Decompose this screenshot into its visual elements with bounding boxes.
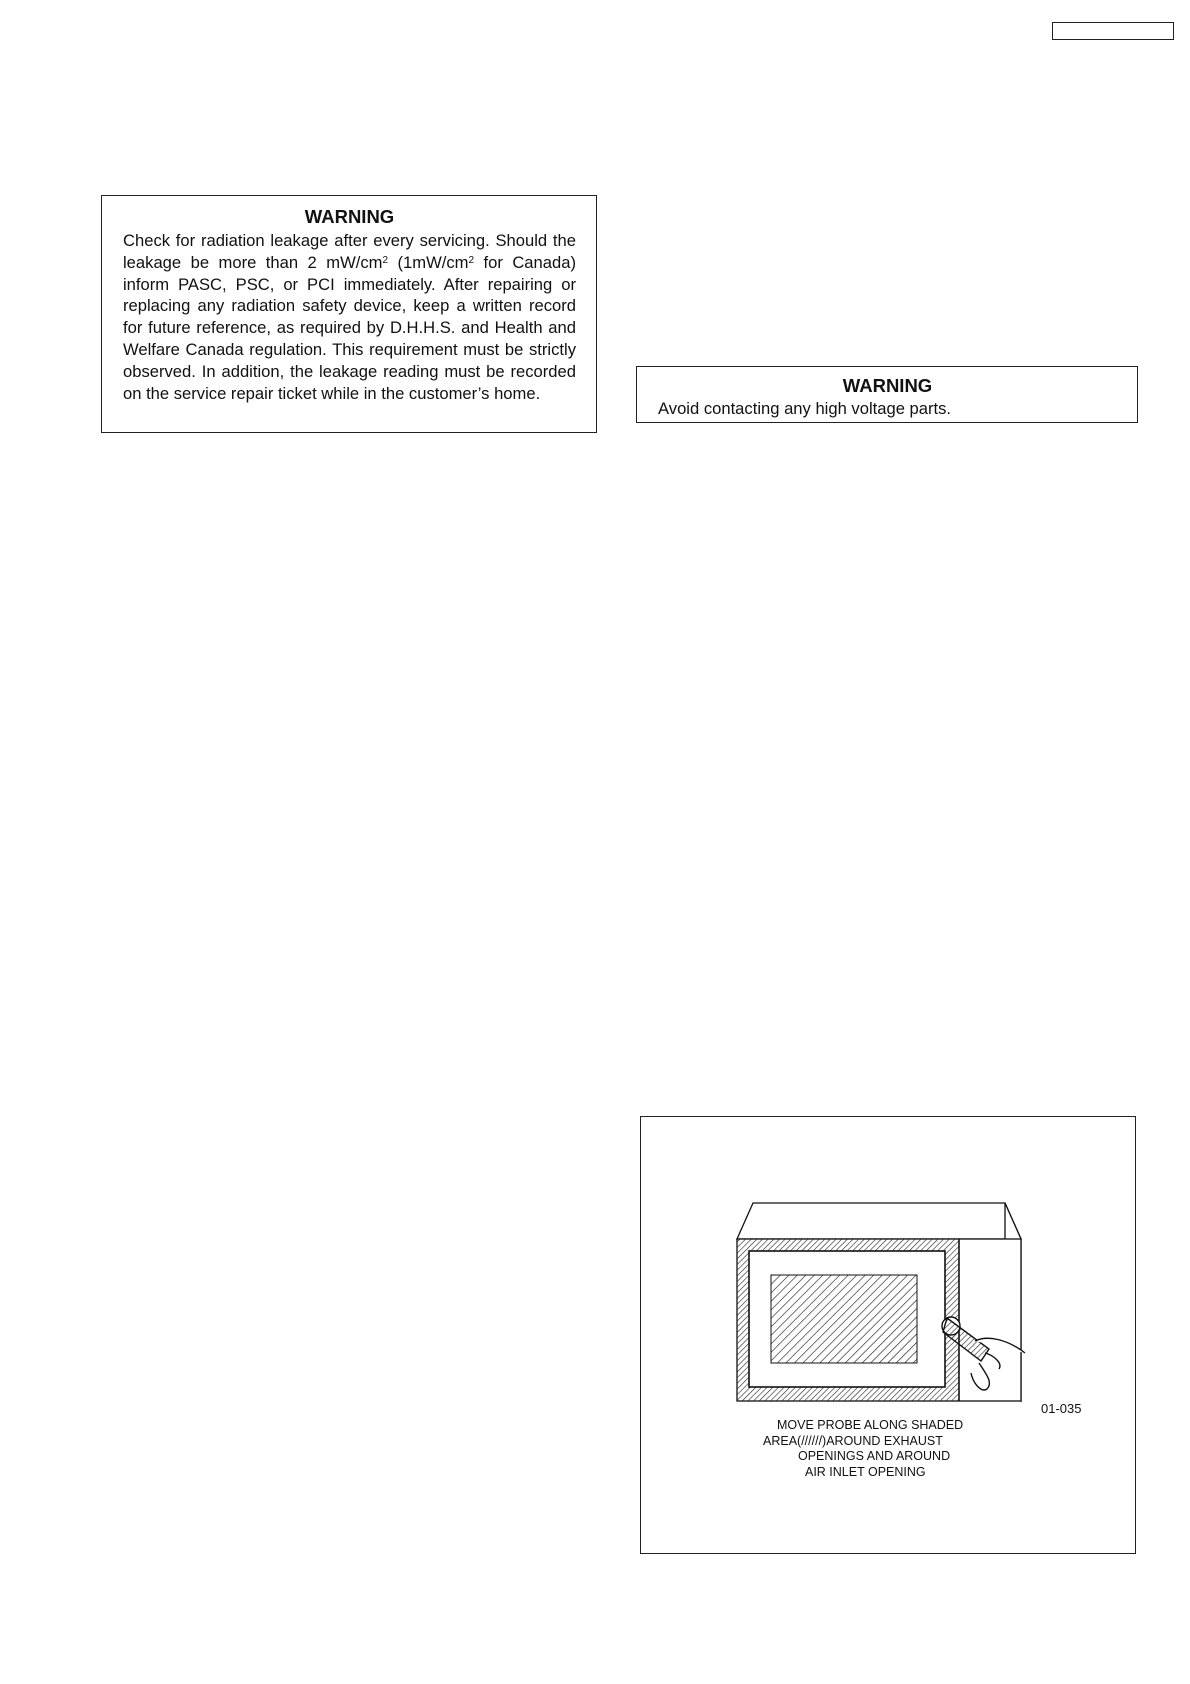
radiation-warning-box: [101, 195, 597, 433]
figure-caption: [763, 1418, 983, 1480]
probe-figure-box: [640, 1116, 1136, 1554]
caption-line-2: AREA(//////)AROUND EXHAUST: [763, 1433, 943, 1448]
window-shaded-area: [771, 1275, 917, 1363]
figure-code-label: 01-035: [1041, 1401, 1082, 1416]
caption-line-3: OPENINGS AND AROUND: [798, 1449, 951, 1463]
radiation-warning-text: [123, 230, 576, 404]
superscript-b: 2: [468, 254, 475, 266]
caption-line-1: MOVE PROBE ALONG SHADED: [777, 1418, 964, 1432]
radiation-warning-text-c: for Canada) inform PASC, PSC, or PCI immediately. After repairing or replacing any radiation safety device, keep a written record for future reference, as required by D.H.H.S. and Health and Welfare Canada regulation. This requirement must be strictly observed. In addition, the leakage reading must be recorded on the service repair ticket while in the customer’s home.: [123, 252, 576, 403]
high-voltage-warning-title: WARNING: [842, 375, 933, 396]
high-voltage-warning-box: [636, 366, 1138, 423]
oven-top-face: [737, 1203, 1021, 1239]
radiation-warning-text-a: Check for radiation leakage after every servicing. Should the leakage be more than 2 mW/cm: [123, 231, 576, 272]
radiation-warning-text-b: (1mW/cm: [388, 252, 469, 272]
superscript-a: 2: [382, 254, 389, 266]
page-number-box: [1052, 22, 1174, 40]
microwave-probe-illustration: [641, 1117, 1135, 1553]
high-voltage-warning-text: Avoid contacting any high voltage parts.: [658, 399, 952, 418]
radiation-warning-title: WARNING: [304, 206, 395, 227]
caption-line-4: AIR INLET OPENING: [805, 1464, 926, 1479]
